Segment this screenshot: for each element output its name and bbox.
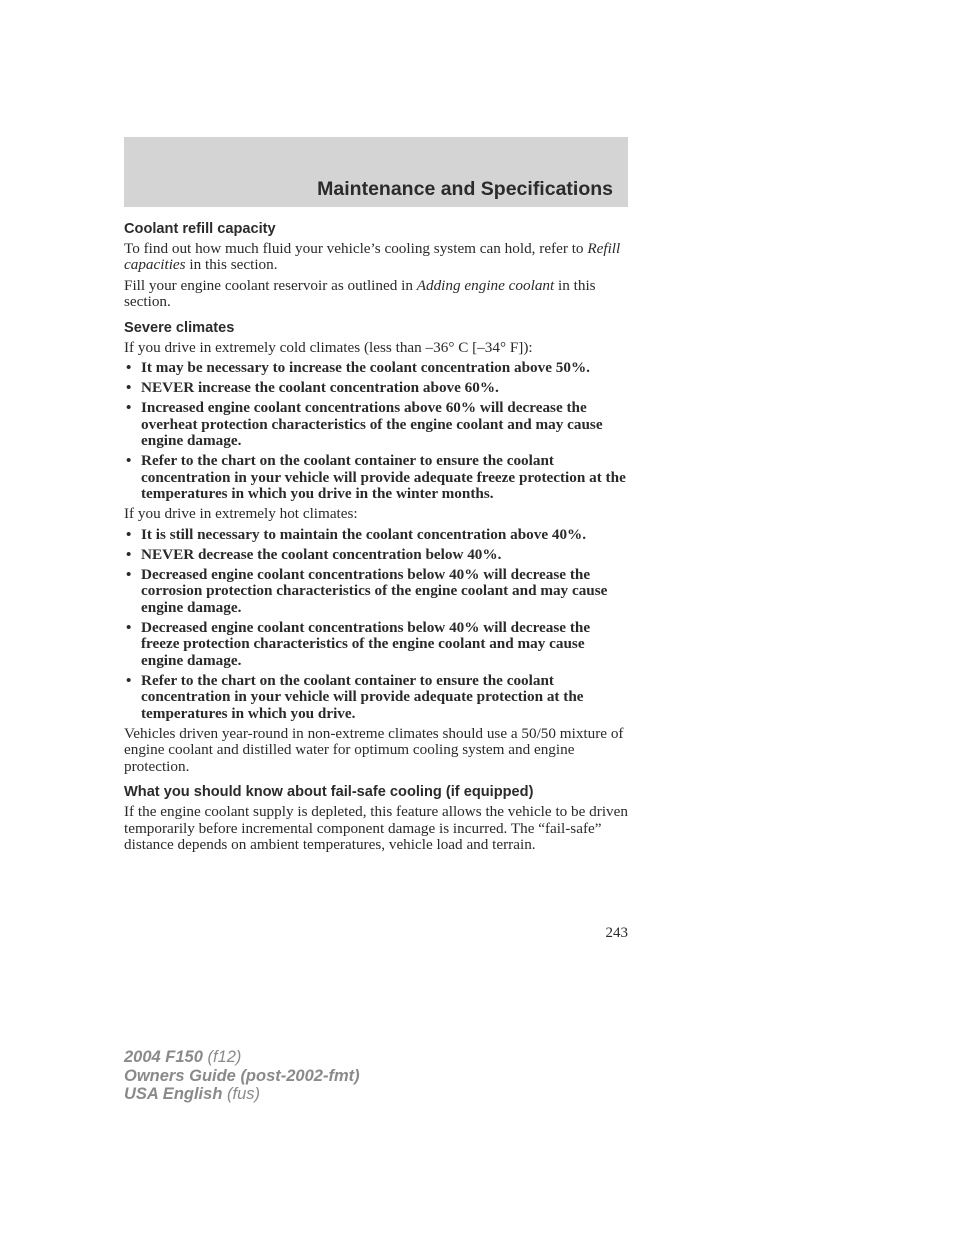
document-footer <box>124 1048 360 1104</box>
list-item: • Refer to the chart on the coolant container to ensure the coolant concentration in your vehicle will provide adequate freeze protection at the temperatures in which you drive in the winter months. <box>124 453 628 502</box>
list-item: • NEVER increase the coolant concentration above 60%. <box>124 380 628 396</box>
footer-line-model: 2004 F150 (f12) <box>124 1048 242 1066</box>
list-item: • Increased engine coolant concentrations above 60% will decrease the overheat protection characteristics of the engine coolant and may cause engine damage. <box>124 400 628 449</box>
heading-coolant-refill: Coolant refill capacity <box>124 221 276 237</box>
section-title: Maintenance and Specifications <box>317 178 613 200</box>
reference-refill-capacities: Refill capacities <box>124 240 621 274</box>
paragraph-hot-intro: If you drive in extremely hot climates: <box>124 505 358 523</box>
paragraph-fill-reservoir: Fill your engine coolant reservoir as outlined in Adding engine coolant in this section. <box>124 276 596 311</box>
list-item: • It may be necessary to increase the coolant concentration above 50%. <box>124 360 628 376</box>
paragraph-non-extreme: Vehicles driven year-round in non-extreme climates should use a 50/50 mixture of engine coolant and distilled water for optimum cooling system and engine protection. <box>124 724 624 775</box>
heading-fail-safe: What you should know about fail-safe cooling (if equipped) <box>124 784 534 801</box>
section-header-band <box>124 137 628 207</box>
list-hot-climates <box>124 527 628 722</box>
list-cold-climates <box>124 360 628 502</box>
paragraph-fail-safe: If the engine coolant supply is depleted, this feature allows the vehicle to be driven temporarily before incremental component damage is incurred. The “fail-safe” distance depends on ambient temperatures, vehicle load and terrain. <box>124 803 628 853</box>
list-item: • It is still necessary to maintain the coolant concentration above 40%. <box>124 527 628 543</box>
paragraph-cold-intro: If you drive in extremely cold climates (less than –36° C [–34° F]): <box>124 338 533 356</box>
footer-line-language: USA English (fus) <box>124 1085 260 1104</box>
heading-severe-climates: Severe climates <box>124 319 235 336</box>
list-item: • Decreased engine coolant concentrations below 40% will decrease the freeze protection characteristics of the engine coolant and may cause engine damage. <box>124 620 628 669</box>
paragraph-refill-capacity: To find out how much fluid your vehicle’s cooling system can hold, refer to Refill capacities in this section. <box>124 240 621 274</box>
list-item: • NEVER decrease the coolant concentration below 40%. <box>124 547 628 563</box>
reference-adding-coolant: Adding engine coolant <box>416 276 555 294</box>
list-item: • Decreased engine coolant concentrations below 40% will decrease the corrosion protection characteristics of the engine coolant and may cause engine damage. <box>124 567 628 616</box>
page-number: 243 <box>605 925 628 941</box>
page-content <box>124 220 628 857</box>
list-item: • Refer to the chart on the coolant container to ensure the coolant concentration in your vehicle will provide adequate protection at the temperatures in which you drive. <box>124 673 628 722</box>
footer-line-guide: Owners Guide (post-2002-fmt) <box>124 1066 360 1085</box>
